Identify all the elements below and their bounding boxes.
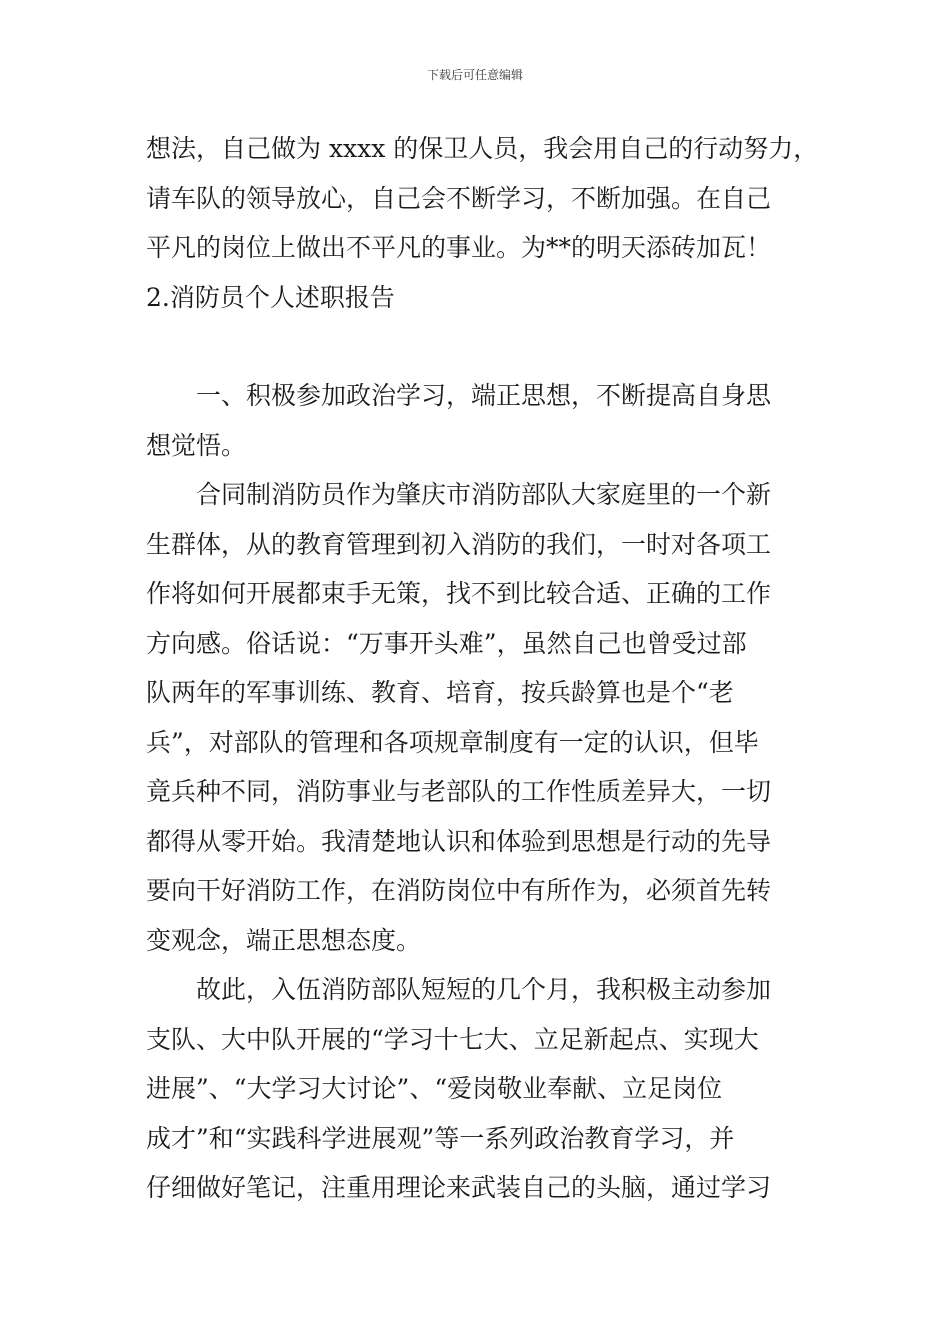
document-body (146, 124, 818, 1213)
text-line: 方向感。俗话说：“万事开头难”，虽然自己也曾受过部 (146, 628, 747, 658)
text-line: 进展”、“大学习大讨论”、“爱岗敬业奉献、立足岗位 (146, 1074, 723, 1103)
text-line: 合同制消防员作为肇庆市消防部队大家庭里的一个新 (196, 480, 772, 509)
text-line: 竟兵种不同，消防事业与老部队的工作性质差异大，一切 (146, 777, 772, 806)
text-line: 一、积极参加政治学习，端正思想，不断提高自身思 (196, 381, 772, 410)
page-header: 下载后可任意编辑 (426, 68, 523, 82)
text-line: 2.消防员个人述职报告 (146, 282, 395, 312)
text-line: 故此，入伍消防部队短短的几个月，我积极主动参加 (196, 975, 772, 1004)
text-line: 兵”，对部队的管理和各项规章制度有一定的认识，但毕 (146, 727, 759, 757)
text-line: 都得从零开始。我清楚地认识和体验到思想是行动的先导 (146, 826, 772, 856)
text-line: 仔细做好笔记，注重用理论来武装自己的头脑，通过学习 (146, 1173, 772, 1202)
text-line: 支队、大中队开展的“学习十七大、立足新起点、实现大 (146, 1024, 759, 1054)
text-line: 想觉悟。 (146, 430, 247, 460)
text-line: 生群体，从的教育管理到初入消防的我们，一时对各项工 (146, 529, 772, 559)
text-line: 请车队的领导放心，自己会不断学习，不断加强。在自己 (146, 183, 772, 213)
text-line: 想法，自己做为 xxxx 的保卫人员，我会用自己的行动努力， (146, 134, 818, 163)
text-line: 要向干好消防工作，在消防岗位中有所作为，必须首先转 (146, 876, 772, 905)
text-line: 成才”和“实践科学进展观”等一系列政治教育学习，并 (146, 1123, 735, 1153)
text-line: 队两年的军事训练、教育、培育，按兵龄算也是个“老 (146, 678, 734, 707)
text-line: 平凡的岗位上做出不平凡的事业。为**的明天添砖加瓦！ (146, 233, 772, 262)
text-line: 变观念，端正思想态度。 (146, 925, 422, 955)
blank-line (146, 322, 818, 371)
text-line: 作将如何开展都束手无策，找不到比较合适、正确的工作 (146, 579, 772, 608)
